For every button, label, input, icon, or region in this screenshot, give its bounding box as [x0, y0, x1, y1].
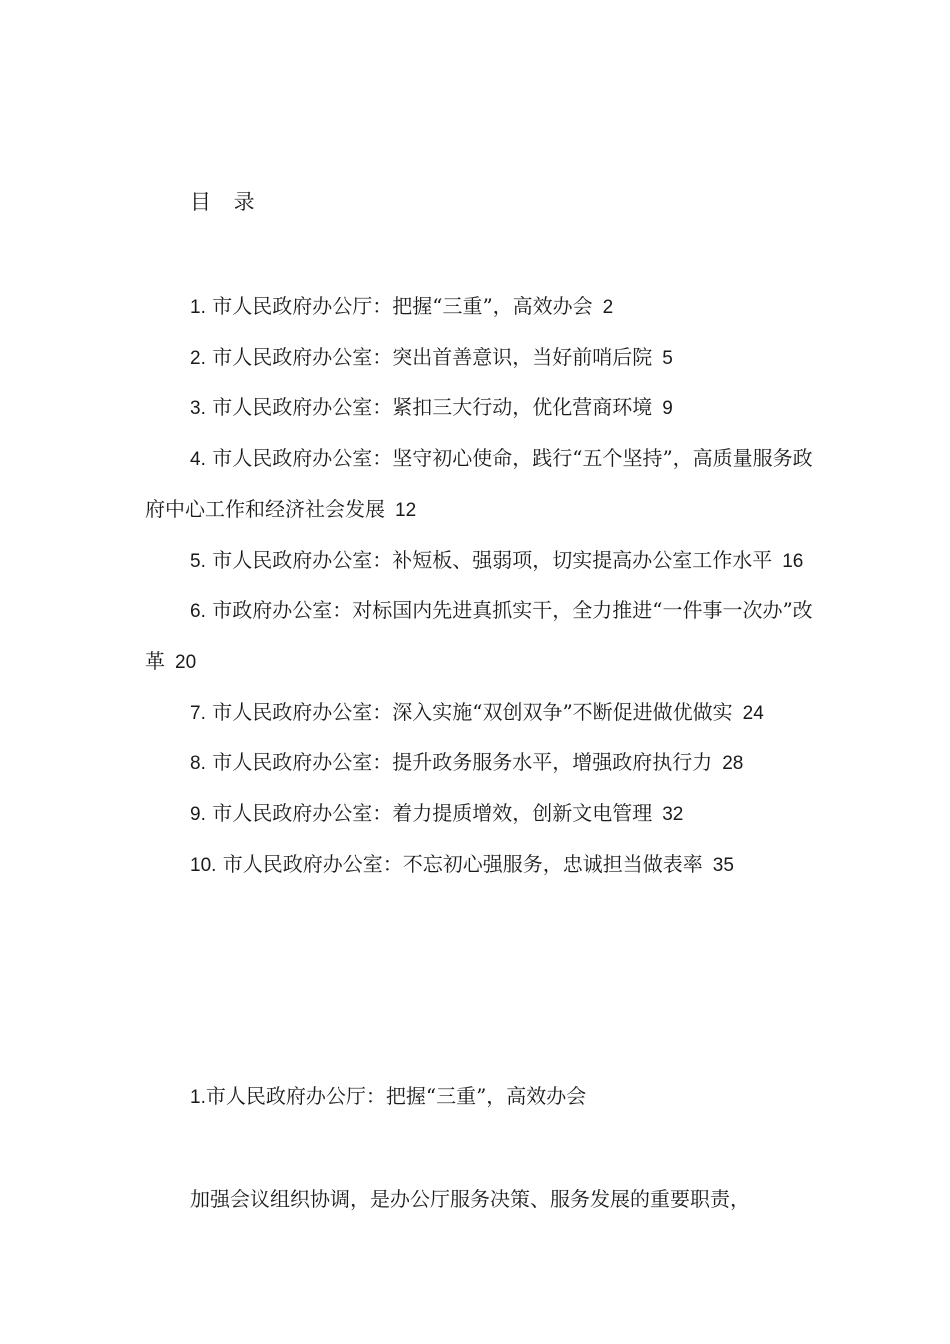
toc-entry-5[interactable] [145, 536, 815, 587]
toc-entry-7[interactable] [145, 688, 815, 739]
toc-entry-page: 24 [742, 702, 764, 724]
toc-entry-number: 9. [190, 804, 206, 826]
toc-entry-page: 35 [712, 854, 734, 876]
toc-entry-page: 20 [175, 651, 197, 673]
toc-entry-number: 5. [190, 550, 206, 572]
toc-entry-number: 6. [190, 601, 206, 623]
toc-entry-page: 9 [662, 398, 673, 420]
toc-entry-1[interactable] [145, 282, 815, 333]
toc-entry-number: 1. [190, 297, 206, 318]
toc-entry-text: 市人民政府办公室：补短板、强弱项，切实提高办公室工作水平 [212, 547, 773, 572]
toc-entry-10[interactable] [145, 840, 815, 891]
toc-entry-4[interactable] [145, 434, 815, 535]
toc-entry-3[interactable] [145, 383, 815, 434]
toc-entry-page: 32 [662, 804, 684, 826]
toc-entry-number: 4. [190, 449, 206, 471]
toc-entry-number: 2. [190, 347, 206, 369]
section-heading [190, 1080, 586, 1109]
toc-entry-8[interactable] [145, 738, 815, 789]
body-paragraph: 加强会议组织协调，是办公厅服务决策、服务发展的重要职责， [190, 1187, 750, 1211]
toc-entry-text: 市人民政府办公室：提升政务服务水平，增强政府执行力 [212, 750, 713, 775]
toc-entry-text: 市人民政府办公室：着力提质增效，创新文电管理 [212, 801, 653, 826]
toc-entry-number: 7. [190, 702, 206, 724]
toc-entry-text: 市人民政府办公室：坚守初心使命，践行“五个坚持”，高质量服务政府中心工作和经济社会发展 [145, 446, 813, 521]
toc-entry-number: 10. [190, 854, 217, 876]
toc-entry-text: 市人民政府办公室：紧扣三大行动，优化营商环境 [212, 395, 653, 420]
toc-entry-number: 8. [190, 753, 206, 775]
toc-entry-text: 市人民政府办公室：深入实施“双创双争”不断促进做优做实 [212, 699, 733, 724]
table-of-contents [145, 282, 815, 890]
section-number: 1. [190, 1087, 206, 1108]
toc-entry-text: 市人民政府办公室：突出首善意识，当好前哨后院 [212, 344, 653, 369]
section-title: 市人民政府办公厅：把握“三重”，高效办会 [205, 1084, 587, 1108]
toc-entry-9[interactable] [145, 789, 815, 840]
toc-title: 目 录 [190, 190, 263, 214]
toc-entry-page: 28 [722, 753, 744, 775]
toc-entry-page: 12 [395, 499, 417, 521]
toc-entry-page: 16 [782, 550, 804, 572]
toc-entry-text: 市人民政府办公室：不忘初心强服务，忠诚担当做表率 [222, 851, 703, 876]
toc-entry-page: 5 [662, 347, 673, 369]
toc-entry-text: 市政府办公室：对标国内先进真抓实干，全力推进“一件事一次办”改革 [145, 598, 813, 673]
toc-entry-2[interactable] [145, 333, 815, 384]
toc-entry-page: 2 [602, 297, 614, 318]
toc-entry-text: 市人民政府办公厅：把握“三重”，高效办会 [212, 294, 593, 318]
toc-entry-number: 3. [190, 398, 206, 420]
toc-entry-6[interactable] [145, 586, 815, 687]
